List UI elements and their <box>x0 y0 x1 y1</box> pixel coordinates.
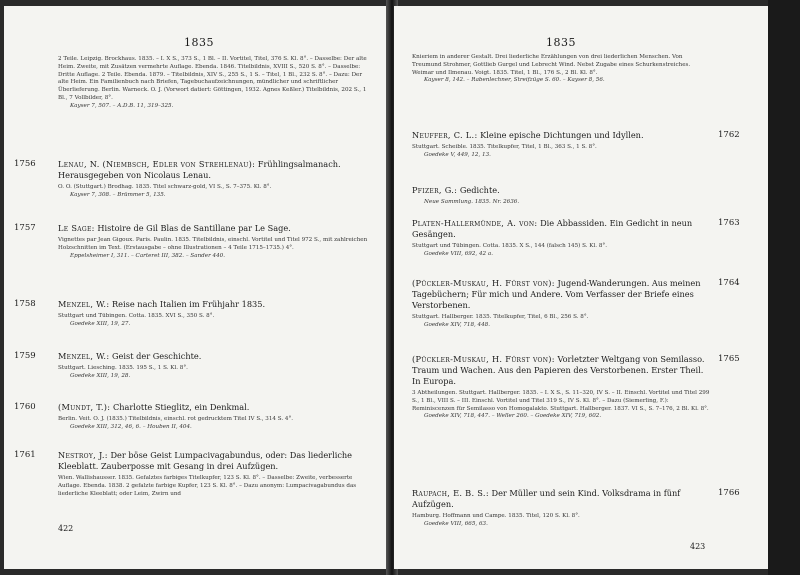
entry-heading <box>58 402 374 413</box>
left-page-number: 422 <box>58 524 74 533</box>
entry-number: 1760 <box>14 402 36 412</box>
continuation-refs: Kayser 7, 507. – A.D.B. 11, 319–325. <box>70 102 174 109</box>
entry-1763 <box>412 218 740 259</box>
entry-body: Stuttgart und Tübingen. Cotta. 1835. X S., 144 (falsch 145) S. Kl. 8°. <box>412 243 607 249</box>
right-running-head-year: 1835 <box>546 36 576 49</box>
entry-author: Platen-Hallermünde, A. von: <box>412 218 538 228</box>
entry-number: 1757 <box>14 223 36 233</box>
entry-1765 <box>412 354 740 421</box>
entry-heading <box>58 159 374 181</box>
entry-title: Der böse Geist Lumpacivagabundus, oder: Das liederliche Kleeblatt. Zauberposse mit Gesang in drei Aufzügen. <box>58 450 353 471</box>
entry-1760 <box>14 402 374 432</box>
entry-author: Pfizer, G.: <box>412 185 458 195</box>
entry-body: Stuttgart. Scheible. 1835. Titelkupfer, Titel, 1 Bl., 363 S., 1 S. 8°. <box>412 144 597 150</box>
entry-1757 <box>14 223 374 260</box>
entry-author: Lenau, N. (Niembsch, Edler von Strehlenau): <box>58 159 256 169</box>
entry-body: O. O. (Stuttgart.) Brodhag. 1835. Titel schwarz-gold, VI S., S. 7–375. Kl. 8°. <box>58 184 272 190</box>
entry-heading <box>412 218 712 240</box>
entry-author: Menzel, W.: <box>58 351 110 361</box>
entry-1756 <box>14 159 374 200</box>
scan-edge <box>768 0 800 575</box>
entry-refs: Goedeke XIII, 19, 28. <box>70 372 131 379</box>
entry-heading <box>58 351 374 362</box>
entry-title: Reise nach Italien im Frühjahr 1835. <box>112 299 266 309</box>
entry-author: (Mundt, T.): <box>58 402 111 412</box>
entry-number: 1765 <box>718 354 740 364</box>
left-page <box>4 6 390 569</box>
entry-heading <box>412 354 712 387</box>
entry-body: Hamburg. Hoffmann und Campe. 1835. Titel, 120 S. Kl. 8°. <box>412 513 580 519</box>
entry-author: (Pückler-Muskau, H. Fürst von): <box>412 354 555 364</box>
right-page-number: 423 <box>690 542 706 551</box>
left-continuation <box>58 56 374 111</box>
entry-body: Stuttgart und Tübingen. Cotta. 1835. XVI S., 350 S. 8°. <box>58 313 215 319</box>
entry-author: Neuffer, C. L.: <box>412 130 478 140</box>
entry-refs: Goedeke XIII, 19, 27. <box>70 320 131 327</box>
entry-number: 1766 <box>718 488 740 498</box>
entry-heading <box>412 130 712 141</box>
entry-author: Menzel, W.: <box>58 299 110 309</box>
entry-refs: Goedeke V, 449, 12, 13. <box>424 151 491 158</box>
entry-number: 1756 <box>14 159 36 169</box>
continuation-body: Knieriem in anderer Gestalt. Drei liederliche Erzählungen von drei liederlichen Menschen. Von Treumund Strohmer, Gottlieb Gurgel und Lebrecht Wind. Nebst Zugabe eines Schurkenstreiches. Weimar und Ilmenau. Voigt. 1835. Titel, 1 Bl., 176 S., 2 Bl. Kl. 8°. <box>412 54 691 76</box>
entry-heading <box>412 278 712 311</box>
continuation-refs: Kayser 8, 142. – Rabenlechner, Streifzüge S. 60. – Kayser 8, 56. <box>424 77 605 84</box>
entry-body: Berlin. Veit. O. J. (1835.) Titelbildnis, einschl. rot gedrucktem Titel IV S., 314 S. 4°. <box>58 416 294 422</box>
entry-refs: Goedeke VIII, 692, 42 a. <box>424 250 493 257</box>
entry-title: Die Abbassiden. Ein Gedicht in neun Gesängen. <box>412 218 693 239</box>
entry-number: 1763 <box>718 218 740 228</box>
entry-1759 <box>14 351 374 381</box>
entry-refs: Goedeke XIV, 718, 447. – Weller 260. – Goedeke XIV, 719, 602. <box>424 413 602 420</box>
entry-author: Nestroy, J.: <box>58 450 108 460</box>
entry-pfizer <box>412 185 712 207</box>
entry-author: Raupach, E. B. S.: <box>412 488 489 498</box>
entry-title: Frühlingsalmanach. Herausgegeben von Nicolaus Lenau. <box>58 159 341 180</box>
entry-body: Vignettes par Jean Gigoux. Paris. Paulin. 1835. Titelbildnis, einschl. Vortitel und Titel 972 S., mit zahlreichen Holzschnitten im Text. (Erstausgabe – ohne Illustrationen – 4 Teile 1715–1735.) 4°. <box>58 237 368 251</box>
entry-refs: Goedeke VIII, 665, 63. <box>424 520 488 527</box>
entry-refs: Kayser 7, 308. – Brümmer 5, 135. <box>70 191 166 198</box>
entry-heading <box>58 223 374 234</box>
entry-title: Kleine epische Dichtungen und Idyllen. <box>480 130 644 140</box>
entry-author: Le Sage: <box>58 223 95 233</box>
right-continuation <box>412 54 712 85</box>
entry-title: Histoire de Gil Blas de Santillane par Le Sage. <box>97 223 291 233</box>
entry-number: 1759 <box>14 351 36 361</box>
entry-1764 <box>412 278 740 330</box>
entry-refs: Goedeke XIII, 312, 46, 6. – Houben II, 404. <box>70 423 192 430</box>
entry-heading <box>58 450 374 472</box>
left-running-head-year: 1835 <box>184 36 214 49</box>
entry-1762 <box>412 130 740 160</box>
entry-1758 <box>14 299 374 329</box>
entry-body: Stuttgart. Liesching. 1835. 195 S., 1 S. Kl. 8°. <box>58 365 188 371</box>
entry-title: Gedichte. <box>459 185 500 195</box>
entry-body: 3 Abtheilungen. Stuttgart. Hallberger. 1835. – I. X S., S. 11–320, IV S. – II. Einschl. Vortitel und Titel 299 S., 1 Bl., VIII S. – III. Einschl. Vortitel und Titel 319 S., IV S. Kl. 8°. – Dazu (Siemerling, F.): Reminiscenzen für Semilasso von Homogalakto. Stuttgart. Hallberger. 1837. VI S., S. 7–176, 2 Bl. Kl. 8°. <box>412 390 710 412</box>
entry-title: Charlotte Stieglitz, ein Denkmal. <box>112 402 250 412</box>
entry-refs: Eppelsheimer I, 311. – Carteret III, 382. – Sander 440. <box>70 252 225 259</box>
entry-heading <box>58 299 374 310</box>
entry-1761 <box>14 450 374 498</box>
entry-refs: Goedeke XIV, 718, 448. <box>424 321 491 328</box>
entry-title: Vorletzter Weltgang von Semilasso. Traum und Wachen. Aus den Papieren des Verstorbenen. Erster Theil. In Europa. <box>412 354 705 386</box>
entry-title: Der Müller und sein Kind. Volksdrama in fünf Aufzügen. <box>412 488 681 509</box>
entry-title: Geist der Geschichte. <box>112 351 202 361</box>
entry-number: 1761 <box>14 450 36 460</box>
entry-title: Jugend-Wanderungen. Aus meinen Tagebüchern; Für mich und Andere. Vom Verfasser der Briefe eines Verstorbenen. <box>412 278 701 310</box>
entry-heading <box>412 185 712 196</box>
entry-number: 1762 <box>718 130 740 140</box>
entry-1766 <box>412 488 740 529</box>
entry-number: 1758 <box>14 299 36 309</box>
entry-body: Stuttgart. Hallberger. 1835. Titelkupfer, Titel, 6 Bl., 256 S. 8°. <box>412 314 589 320</box>
entry-number: 1764 <box>718 278 740 288</box>
right-page <box>394 6 768 569</box>
entry-body: Wien. Wallishausser. 1835. Gefalztes farbiges Titelkupfer, 123 S. Kl. 8°. – Dasselbe: Zweite, verbesserte Auflage. Ebenda. 1838. 2 gefalzte farbige Kupfer, 123 S. Kl. 8°. – Dazu anonym: Lumpacivagabundus das liederliche Kleeblatt; oder Leim, Zwirn und <box>58 475 357 497</box>
entry-refs: Neue Sammlung. 1835. Nr. 2636. <box>424 199 520 205</box>
entry-heading <box>412 488 712 510</box>
entry-author: (Pückler-Muskau, H. Fürst von): <box>412 278 555 288</box>
continuation-body: 2 Teile. Leipzig. Brockhaus. 1835. – I. X S., 373 S., 1 Bl. – II. Vortitel, Titel, 376 S. Kl. 8°. – Dasselbe: Der alte Heim. Zweite, mit Zusätzen vermehrte Auflage. Ebenda. 1846. Titelbildnis, XVIII S., 520 S. 8°. – Dasselbe: Dritte Auflage. 2 Teile. Ebenda. 1879. – Titelbildnis, XIV S., 255 S., 1 S. – Titel, 1 Bl., 232 S. 8°. – Dazu: Der alte Heim. Ein Familienbuch nach Briefen, Tagebuchaufzeichnungen, mündlicher und schriftlicher Überlieferung. Berlin. Warneck. O. J. (Vorwort datiert: Göttingen, 1932. Agnes Keßler.) Titelbildnis, 202 S., 1 Bl., 7 Vollbilder, 8°. <box>58 56 367 101</box>
